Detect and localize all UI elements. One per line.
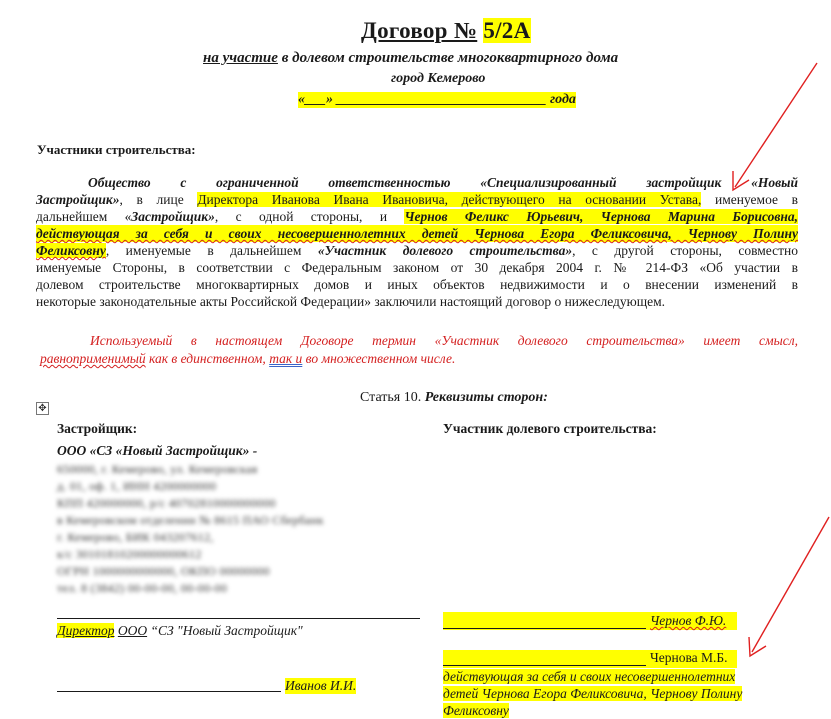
blurred-line: 650000, г. Кемерово, ул. Кемеровская (57, 462, 258, 476)
participant-2-name: Чернова М.Б. (650, 650, 728, 665)
director-caption: Директор ООО “СЗ "Новый Застройщик" (57, 623, 303, 638)
developer-heading: Застройщик: (57, 421, 138, 436)
table-move-handle[interactable] (36, 402, 49, 415)
blurred-line: тел. 8 (3842) 00-00-00, 00-00-00 (57, 581, 228, 595)
blurred-line: к/с 30101810200000000612 (57, 547, 202, 561)
paragraph-line-7: долевом строительстве многоквартирных домов и иных объектов недвижимости и о внесении изменений в (36, 277, 798, 292)
arrow-bottom (749, 517, 829, 656)
blurred-line: г. Кемерово, БИК 043207612, (57, 530, 214, 544)
paragraph-line-1: Общество с ограниченной ответственностью «Специализированный застройщик «Новый (88, 175, 798, 190)
paragraph-line-5: Феликсовну, именуемые в дальнейшем «Участник долевого строительства», с другой стороны, совместно (36, 243, 798, 258)
city-line: город Кемерово (391, 71, 486, 86)
developer-sign-line-1 (57, 618, 420, 619)
subtitle-underlined: на участие (203, 50, 278, 66)
participant-sign-line-2 (443, 665, 646, 666)
contract-number: 5/2А (483, 18, 531, 43)
blurred-line: д. 01, оф. 1, ИНН 4200000000 (57, 479, 217, 493)
paragraph-line-6: именуемые Стороны, в соответствии с Федеральным законом от 30 декабря 2004 г. № 214-ФЗ «Об участии в (36, 260, 798, 275)
move-cross-icon: ✥ (38, 403, 47, 414)
subtitle-rest: в долевом строительстве многоквартирного дома (277, 50, 619, 66)
participants-heading: Участники строительства: (37, 142, 196, 157)
paragraph-line-2: Застройщик», в лице Директора Иванова Ивана Ивановича, действующего на основании Устава, именуемое в (36, 192, 798, 207)
contract-title-prefix: Договор № (361, 18, 478, 43)
term-note (40, 332, 798, 368)
participant-1-name: Чернов Ф.Ю. (650, 613, 727, 628)
arrow-top (733, 63, 817, 190)
paragraph-line-4: действующая за себя и своих несовершеннолетних детей Чернова Егора Феликсовича, Чернову Полину (36, 226, 798, 241)
blurred-line: ОГРН 1000000000000, ОКПО 00000000 (57, 564, 270, 578)
contract-title (361, 18, 531, 44)
developer-sign-line-2 (57, 691, 281, 692)
article-heading: Статья 10. Реквизиты сторон: (360, 390, 548, 405)
participant-2-description: действующая за себя и своих несовершеннолетних детей Чернова Егора Феликсовича, Чернову Полину Феликсовну (443, 669, 743, 718)
term-note-line-1: Используемый в настоящем Договоре термин «Участник долевого строительства» имеет смысл, (90, 333, 798, 348)
participant-sign-line-1 (443, 628, 646, 629)
term-note-line-2: равноприменимый как в единственном, так и во множественном числе. (40, 351, 456, 366)
date-line: «___» ______________________________ года (298, 92, 576, 107)
developer-name: ООО «СЗ «Новый Застройщик» - (57, 443, 258, 458)
paragraph-line-8: некоторые законодательные акты Российской Федерации» заключили настоящий договор о нижеследующем. (36, 294, 666, 309)
participant-sign-2 (443, 650, 737, 668)
developer-signatory: Иванов И.И. (285, 678, 357, 693)
parties-paragraph (36, 174, 798, 310)
participant-sign-1 (443, 612, 737, 630)
paragraph-line-3: дальнейшем «Застройщик», с одной стороны, и Чернов Феликс Юрьевич, Чернова Марина Борисовна, (36, 209, 799, 224)
blurred-line: КПП 420000000, р/с 40702810000000000 (57, 496, 276, 510)
blurred-line: в Кемеровском отделении № 8615 ПАО Сбербанк (57, 513, 324, 527)
participant-heading: Участник долевого строительства: (443, 421, 657, 436)
contract-subtitle (203, 50, 618, 67)
